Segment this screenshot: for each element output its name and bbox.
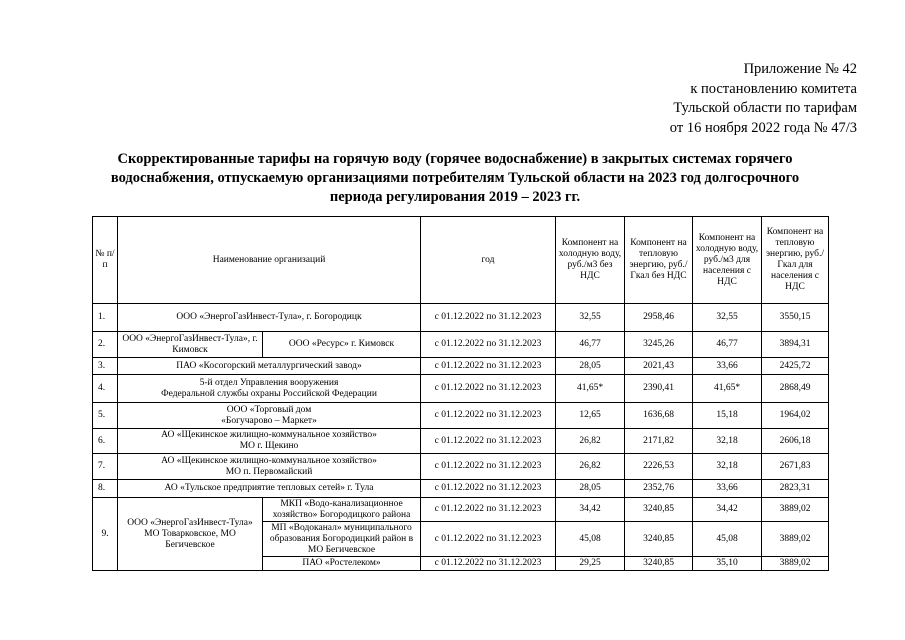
row-c3: 46,77 [693, 332, 762, 358]
row-num: 8. [93, 480, 118, 498]
row-c2: 3245,26 [625, 332, 693, 358]
row-period: с 01.12.2022 по 31.12.2023 [421, 522, 556, 557]
row-org [118, 429, 421, 454]
table-row [93, 332, 829, 358]
row-period: с 01.12.2022 по 31.12.2023 [421, 480, 556, 498]
row-c4: 2868,49 [762, 375, 829, 403]
row-org-line-1: ООО «Торговый дом [226, 404, 312, 415]
row-c3: 33,66 [693, 480, 762, 498]
row-num: 7. [93, 454, 118, 480]
row-org [118, 454, 421, 480]
row-num: 6. [93, 429, 118, 454]
header-c4: Компонент на тепловую энергию, руб./Гкал для населения с НДС [762, 217, 829, 304]
row-period: с 01.12.2022 по 31.12.2023 [421, 403, 556, 429]
row-org: АО «Тульское предприятие тепловых сетей» г. Тула [118, 480, 421, 498]
row-num: 1. [93, 304, 118, 332]
row-c4: 3889,02 [762, 557, 829, 571]
row-org-sub: МКП «Водо-канализационное хозяйство» Богородицкого района [263, 498, 421, 522]
row-org-sub: ПАО «Ростелеком» [263, 557, 421, 571]
header-c2: Компонент на тепловую энергию, руб./Гкал без НДС [625, 217, 693, 304]
header-c3: Компонент на холодную воду, руб./м3 для населения с НДС [693, 217, 762, 304]
row-c3: 15,18 [693, 403, 762, 429]
row-c4: 1964,02 [762, 403, 829, 429]
row-c3: 35,10 [693, 557, 762, 571]
row-c2: 2171,82 [625, 429, 693, 454]
appendix-line-4: от 16 ноября 2022 года № 47/3 [669, 119, 857, 136]
row-period: с 01.12.2022 по 31.12.2023 [421, 557, 556, 571]
row-c1: 26,82 [556, 454, 625, 480]
table-row [93, 429, 829, 454]
document-title [90, 150, 820, 207]
row-c1: 46,77 [556, 332, 625, 358]
row-org-a: ООО «ЭнергоГазИнвест-Тула», г. Кимовск [118, 332, 263, 358]
row-c4: 3889,02 [762, 498, 829, 522]
row-c2: 3240,85 [625, 522, 693, 557]
row-c2: 2226,53 [625, 454, 693, 480]
table-row [93, 375, 829, 403]
row-org: ПАО «Косогорский металлургический завод» [118, 358, 421, 375]
row-org-line-1: АО «Щекинское жилищно-коммунальное хозяйство» [161, 430, 377, 440]
header-year: год [421, 217, 556, 304]
row-org [118, 375, 421, 403]
title-line-3: периода регулирования 2019 – 2023 гг. [329, 189, 581, 205]
row-c2: 1636,68 [625, 403, 693, 429]
header-num: № п/п [93, 217, 118, 304]
row-org: ООО «ЭнергоГазИнвест-Тула», г. Богородицк [118, 304, 421, 332]
row-num: 5. [93, 403, 118, 429]
header-c1: Компонент на холодную воду, руб./м3 без НДС [556, 217, 625, 304]
row-period: с 01.12.2022 по 31.12.2023 [421, 454, 556, 480]
row-c1: 45,08 [556, 522, 625, 557]
row-num: 9. [93, 498, 118, 571]
row-period: с 01.12.2022 по 31.12.2023 [421, 332, 556, 358]
row-c1: 26,82 [556, 429, 625, 454]
row-c3: 34,42 [693, 498, 762, 522]
row-c1: 28,05 [556, 480, 625, 498]
row-c4: 3889,02 [762, 522, 829, 557]
row-period: с 01.12.2022 по 31.12.2023 [421, 304, 556, 332]
row-org-line-1: 5-й отдел Управления вооружения [199, 377, 339, 388]
row-c1: 28,05 [556, 358, 625, 375]
row-num: 4. [93, 375, 118, 403]
row-org-b: ООО «Ресурс» г. Кимовск [263, 332, 421, 358]
row-period: с 01.12.2022 по 31.12.2023 [421, 375, 556, 403]
row-num: 2. [93, 332, 118, 358]
row-c2: 3240,85 [625, 557, 693, 571]
row-c2: 2390,41 [625, 375, 693, 403]
row-c3: 32,55 [693, 304, 762, 332]
appendix-line-2: к постановлению комитета [690, 80, 857, 97]
table-row [93, 403, 829, 429]
row-num: 3. [93, 358, 118, 375]
row-c3: 41,65* [693, 375, 762, 403]
row-c2: 3240,85 [625, 498, 693, 522]
title-line-1: Скорректированные тарифы на горячую воду (горячее водоснабжение) в закрытых системах горячего [117, 151, 793, 167]
row-org-line-2: МО п. Первомайский [225, 466, 313, 477]
row-org-line-2: МО г. Щекино [239, 441, 299, 451]
table-row [93, 498, 829, 522]
header-row [93, 217, 829, 304]
appendix-line-3: Тульской области по тарифам [673, 100, 857, 116]
row-c2: 2958,46 [625, 304, 693, 332]
row-org [118, 403, 421, 429]
table-row [93, 358, 829, 375]
row-c4: 3550,15 [762, 304, 829, 332]
appendix-line-1: Приложение № 42 [743, 61, 857, 77]
row-c4: 2425,72 [762, 358, 829, 375]
row-c4: 2823,31 [762, 480, 829, 498]
row-c3: 32,18 [693, 429, 762, 454]
row-org-line-2: «Богучарово – Маркет» [221, 415, 317, 426]
row-c1: 12,65 [556, 403, 625, 429]
row-c4: 3894,31 [762, 332, 829, 358]
row-period: с 01.12.2022 по 31.12.2023 [421, 358, 556, 375]
row-c1: 29,25 [556, 557, 625, 571]
row-period: с 01.12.2022 по 31.12.2023 [421, 429, 556, 454]
row-c3: 33,66 [693, 358, 762, 375]
table-row [93, 454, 829, 480]
row-c1: 32,55 [556, 304, 625, 332]
row-org-line-1: АО «Щекинское жилищно-коммунальное хозяйство» [161, 455, 377, 466]
row-period: с 01.12.2022 по 31.12.2023 [421, 498, 556, 522]
row-c4: 2671,83 [762, 454, 829, 480]
row-org-sub: МП «Водоканал» муниципального образования Богородицкий район в МО Бегичевское [263, 522, 421, 557]
title-line-2: водоснабжения, отпускаемую организациями потребителям Тульской области на 2023 год долгосрочного [110, 170, 800, 186]
tariff-table [92, 216, 829, 571]
row-c1: 41,65* [556, 375, 625, 403]
header-org: Наименование организаций [118, 217, 421, 304]
row-c3: 45,08 [693, 522, 762, 557]
row-c1: 34,42 [556, 498, 625, 522]
appendix-block [670, 60, 857, 138]
table-row [93, 304, 829, 332]
row-c2: 2021,43 [625, 358, 693, 375]
row-org-line-2: Федеральной службы охраны Российской Федерации [161, 388, 377, 399]
row-c4: 2606,18 [762, 429, 829, 454]
row-c2: 2352,76 [625, 480, 693, 498]
row-org-main: ООО «ЭнергоГазИнвест-Тула» МО Товарковское, МО Бегичевское [118, 498, 263, 571]
table-row [93, 480, 829, 498]
row-c3: 32,18 [693, 454, 762, 480]
